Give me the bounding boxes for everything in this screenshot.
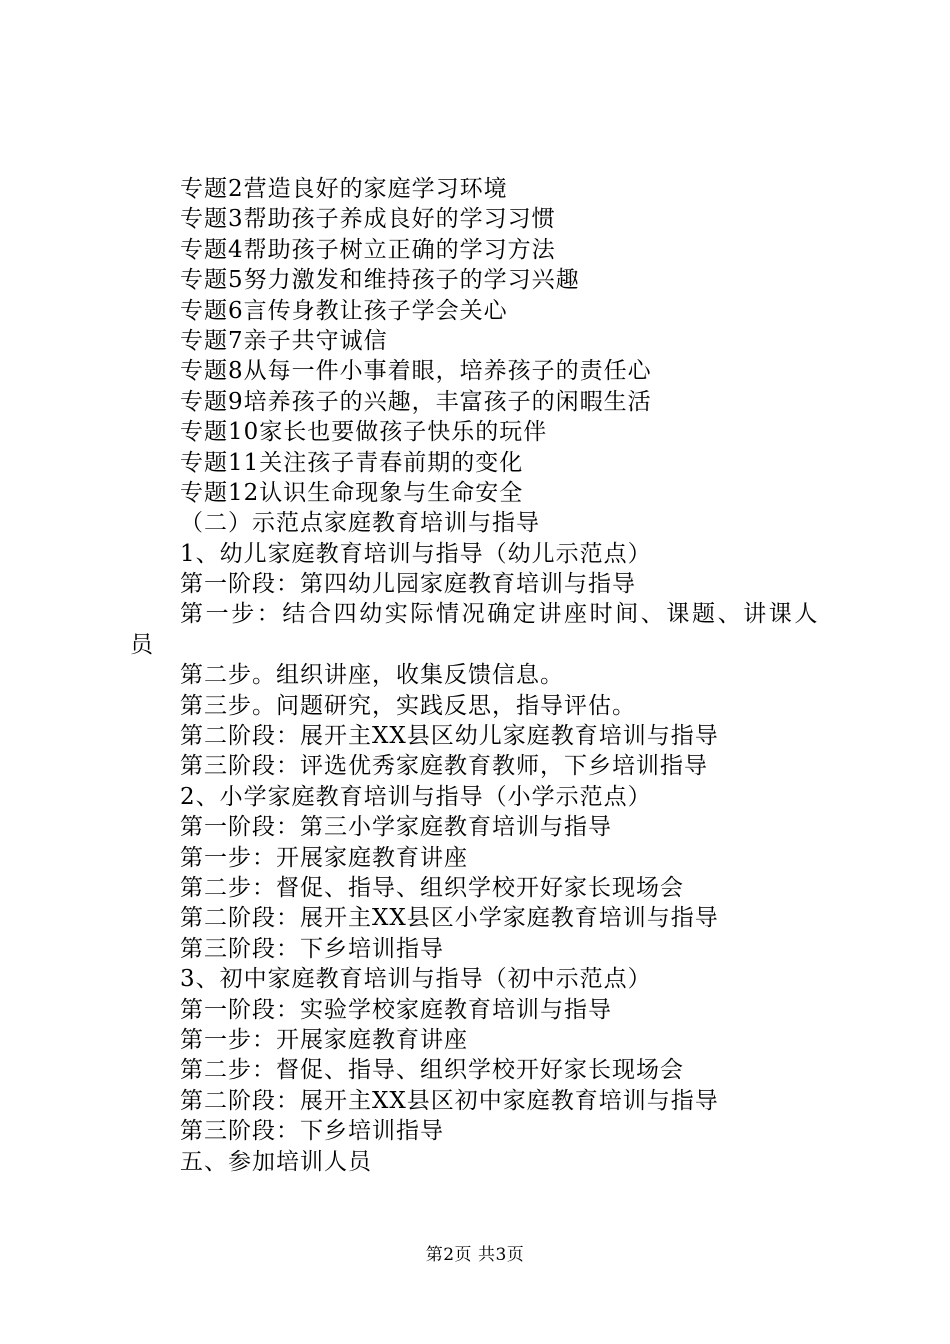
text-line: 第三步。问题研究，实践反思，指导评估。 <box>180 692 636 719</box>
text-line: 第三阶段：下乡培训指导 <box>180 935 444 962</box>
text-line: 专题12认识生命现象与生命安全 <box>180 479 524 506</box>
section-heading: 五、参加培训人员 <box>180 1148 372 1175</box>
text-line: 第二阶段：展开主XX县区小学家庭教育培训与指导 <box>180 905 719 932</box>
text-line: 专题4帮助孩子树立正确的学习方法 <box>180 236 556 263</box>
text-line: 第二步：督促、指导、组织学校开好家长现场会 <box>180 874 684 901</box>
text-line: 第一阶段：实验学校家庭教育培训与指导 <box>180 996 612 1023</box>
text-line: 第二阶段：展开主XX县区幼儿家庭教育培训与指导 <box>180 723 719 750</box>
text-line: 第一阶段：第三小学家庭教育培训与指导 <box>180 814 612 841</box>
section-heading: （二）示范点家庭教育培训与指导 <box>180 510 540 537</box>
text-line: 第二步：督促、指导、组织学校开好家长现场会 <box>180 1057 684 1084</box>
text-line: 第一步：结合四幼实际情况确定讲座时间、课题、讲课人 <box>180 601 820 628</box>
text-line: 专题7亲子共守诚信 <box>180 327 388 354</box>
text-line: 第一步：开展家庭教育讲座 <box>180 844 468 871</box>
text-line: 专题5努力激发和维持孩子的学习兴趣 <box>180 267 580 294</box>
text-line: 第一步：开展家庭教育讲座 <box>180 1026 468 1053</box>
page-footer-number: 第2页 共3页 <box>425 1245 525 1265</box>
text-line: 第一阶段：第四幼儿园家庭教育培训与指导 <box>180 571 636 598</box>
subsection-heading: 1、幼儿家庭教育培训与指导（幼儿示范点） <box>180 540 652 567</box>
text-line: 专题9培养孩子的兴趣，丰富孩子的闲暇生活 <box>180 388 652 415</box>
subsection-heading: 3、初中家庭教育培训与指导（初中示范点） <box>180 966 652 993</box>
text-line: 第二阶段：展开主XX县区初中家庭教育培训与指导 <box>180 1087 719 1114</box>
document-body <box>130 174 830 1177</box>
text-line: 专题11关注孩子青春前期的变化 <box>180 449 524 476</box>
text-line-continuation: 员 <box>130 631 154 658</box>
subsection-heading: 2、小学家庭教育培训与指导（小学示范点） <box>180 783 652 810</box>
text-line: 专题8从每一件小事着眼，培养孩子的责任心 <box>180 358 652 385</box>
text-line: 专题10家长也要做孩子快乐的玩伴 <box>180 419 548 446</box>
text-line: 专题2营造良好的家庭学习环境 <box>180 176 508 202</box>
text-line: 专题6言传身教让孩子学会关心 <box>180 297 508 324</box>
text-line: 专题3帮助孩子养成良好的学习习惯 <box>180 206 556 233</box>
text-line: 第三阶段：下乡培训指导 <box>180 1118 444 1145</box>
text-line: 第二步。组织讲座，收集反馈信息。 <box>180 662 564 689</box>
text-line: 第三阶段：评选优秀家庭教育教师，下乡培训指导 <box>180 753 708 780</box>
